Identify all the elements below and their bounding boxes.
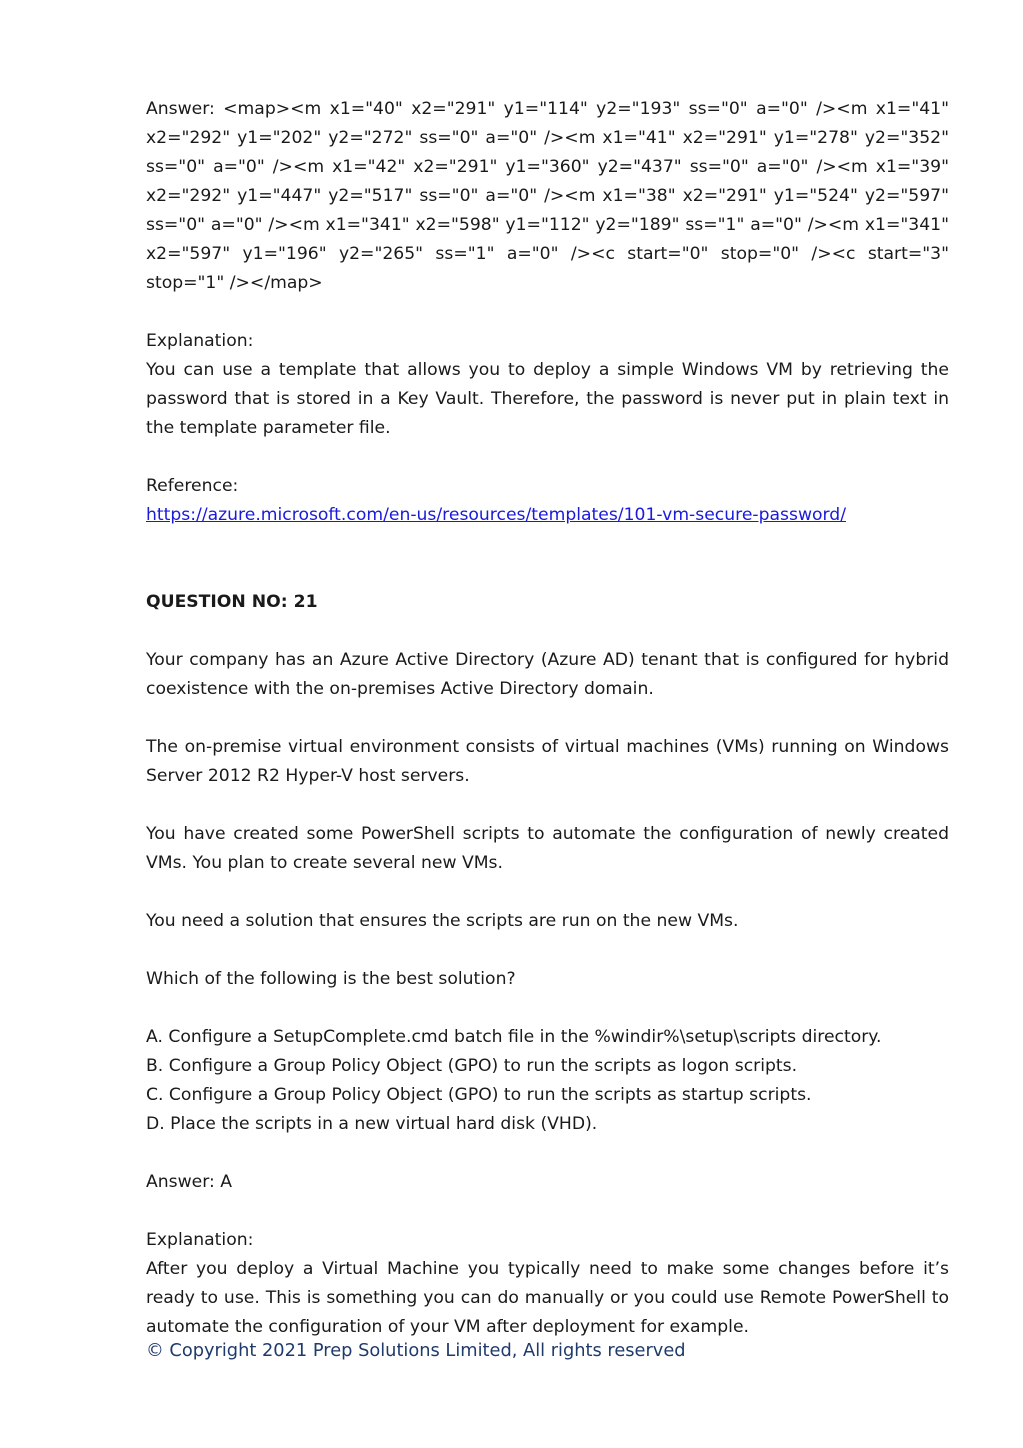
option-b: B. Configure a Group Policy Object (GPO) to run the scripts as logon scripts. — [146, 1056, 798, 1076]
explanation-body: After you deploy a Virtual Machine you typically need to make some changes before it’s ready to use. This is something you can do manually or you could use Remote PowerShell to automate the configuration of your VM after deployment for example. — [146, 1259, 949, 1337]
copyright-footer: © Copyright 2021 Prep Solutions Limited, All rights reserved — [146, 1340, 686, 1361]
question-paragraph: You have created some PowerShell scripts to automate the configuration of newly created VMs. You plan to create several new VMs. — [146, 824, 949, 873]
reference-line — [146, 501, 949, 530]
question-title: QUESTION NO: 21 — [146, 592, 318, 612]
explanation-body: You can use a template that allows you to deploy a simple Windows VM by retrieving the password that is stored in a Key Vault. Therefore, the password is never put in plain text in the template parameter file. — [146, 360, 949, 438]
reference-link[interactable]: https://azure.microsoft.com/en-us/resources/templates/101-vm-secure-password/ — [146, 505, 846, 525]
question-paragraph: The on-premise virtual environment consists of virtual machines (VMs) running on Windows Server 2012 R2 Hyper-V host servers. — [146, 737, 949, 786]
option-d: D. Place the scripts in a new virtual hard disk (VHD). — [146, 1114, 598, 1134]
previous-answer-map: Answer: <map><m x1="40" x2="291" y1="114" y2="193" ss="0" a="0" /><m x1="41" x2="292" y1="202" y2="272" ss="0" a="0" /><m x1="41" x2="291" y1="278" y2="352" ss="0" a="0" /><m x1="42" x2="291" y1="360" y2="437" ss="0" a="0" /><m x1="39" x2="292" y1="447" y2="517" ss="0" a="0" /><m x1="38" x2="291" y1="524" y2="597" ss="0" a="0" /><m x1="341" x2="598" y1="112" y2="189" ss="1" a="0" /><m x1="341" x2="597" y1="196" y2="265" ss="1" a="0" /><c start="0" stop="0" /><c start="3" stop="1" /></map> — [146, 99, 949, 293]
explanation-heading: Explanation: — [146, 1230, 254, 1250]
reference-heading: Reference: — [146, 476, 239, 496]
option-c: C. Configure a Group Policy Object (GPO) to run the scripts as startup scripts. — [146, 1085, 812, 1105]
question-prompt: Which of the following is the best solution? — [146, 969, 516, 989]
explanation-heading: Explanation: — [146, 331, 254, 351]
answer-options — [146, 1023, 949, 1139]
document-page — [146, 95, 949, 1342]
question-paragraph: Your company has an Azure Active Directory (Azure AD) tenant that is configured for hybrid coexistence with the on-premises Active Directory domain. — [146, 650, 949, 699]
option-a: A. Configure a SetupComplete.cmd batch file in the %windir%\setup\scripts directory. — [146, 1027, 882, 1047]
answer-line: Answer: A — [146, 1172, 233, 1192]
question-paragraph: You need a solution that ensures the scripts are run on the new VMs. — [146, 911, 739, 931]
